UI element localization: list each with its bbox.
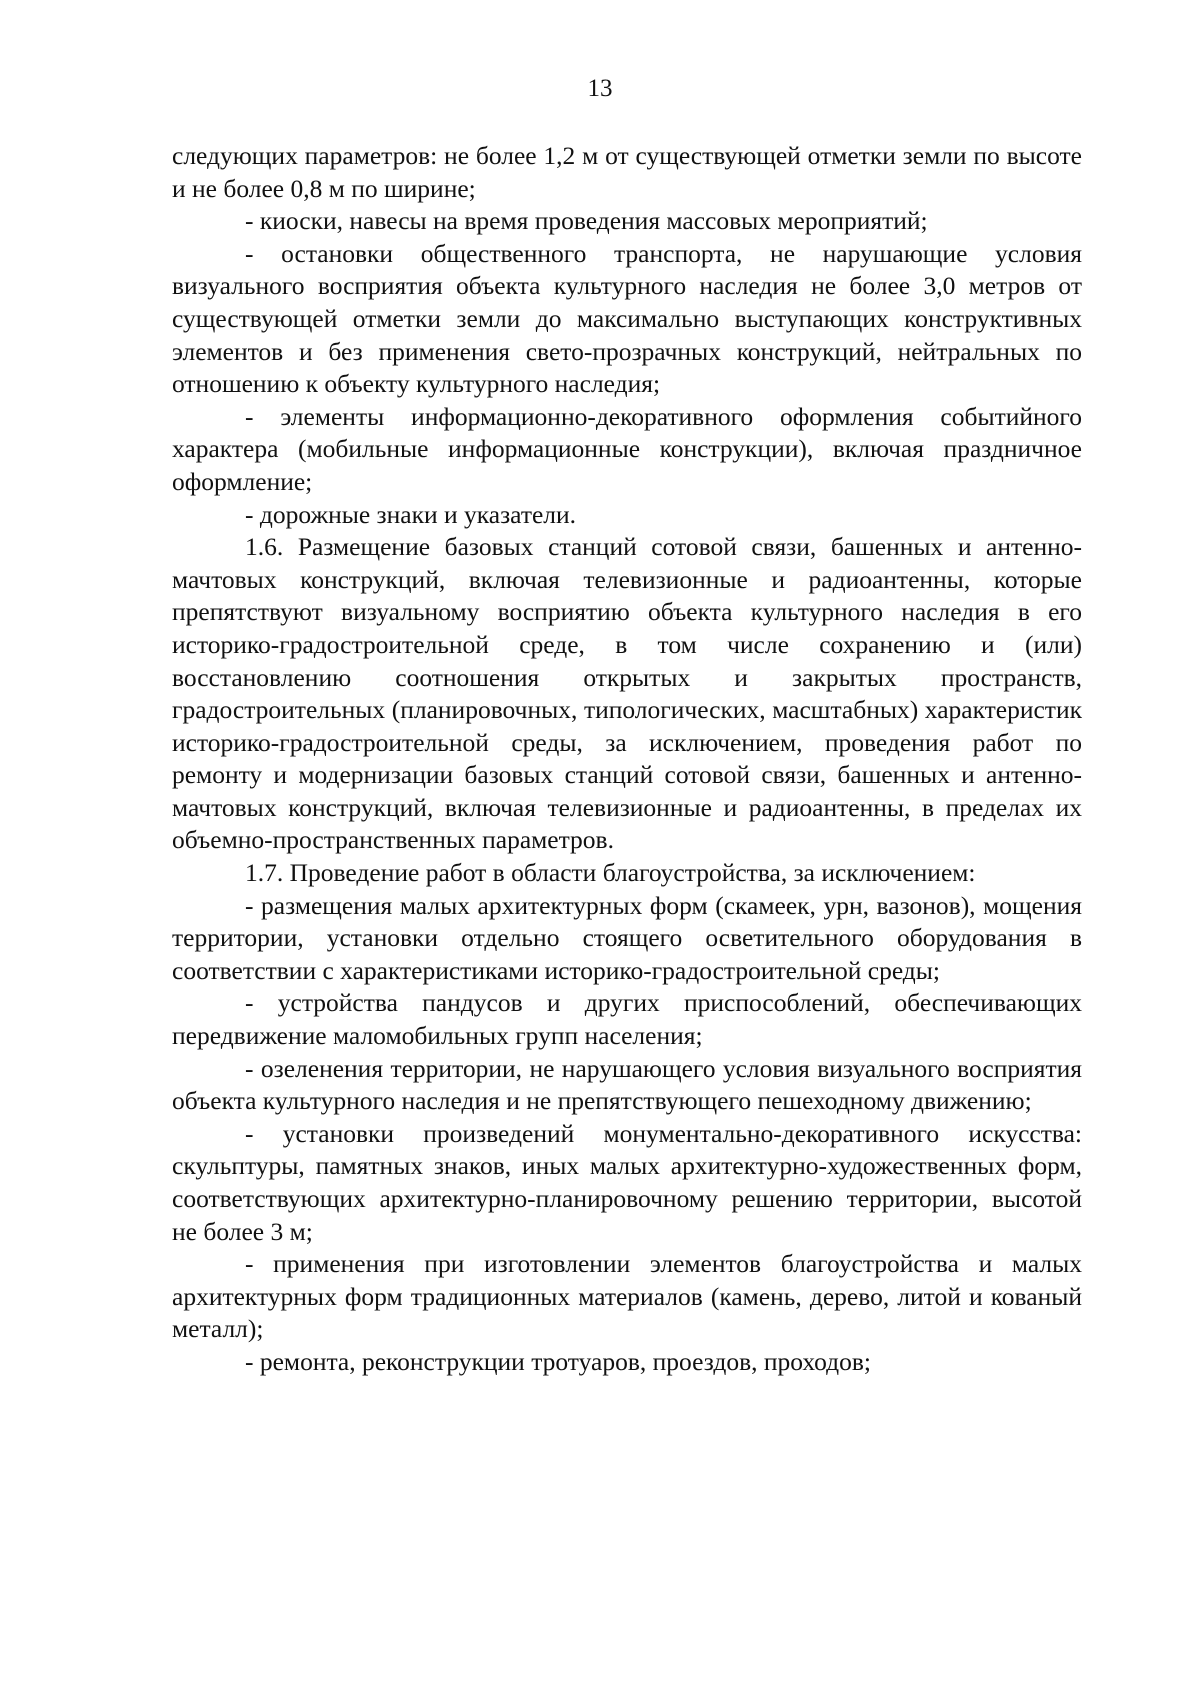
paragraph-transport-stops: - остановки общественного транспорта, не нарушающие условия визуального восприятия объекта культурного наследия не более 3,0 метров от существующей отметки земли до максимально выступающих конструктивных элементов и без применения свето-прозрачных конструкций, нейтральных по отношению к объекту культурного наследия;: [172, 238, 1082, 399]
paragraph-section-1-7: 1.7. Проведение работ в области благоустройства, за исключением:: [245, 858, 976, 888]
paragraph-info-decor-elements: - элементы информационно-декоративного оформления событийного характера (мобильные информационные конструкции), включая праздничное оформление;: [172, 401, 1082, 496]
paragraph-greening: - озеленения территории, не нарушающего условия визуального восприятия объекта культурного наследия и не препятствующего пешеходному движению;: [172, 1053, 1082, 1116]
paragraph-small-forms: - размещения малых архитектурных форм (скамеек, урн, вазонов), мощения территории, установки отдельно стоящего осветительного оборудования в соответствии с характеристиками историко-градостроительной среды;: [172, 890, 1082, 985]
paragraph-traditional-materials: - применения при изготовлении элементов благоустройства и малых архитектурных форм традиционных материалов (камень, дерево, литой и кованый металл);: [172, 1249, 1082, 1344]
paragraph-monumental-art: - установки произведений монументально-декоративного искусства: скульптуры, памятных знаков, иных малых архитектурно-художественных форм, соответствующих архитектурно-планировочному решению территории, высотой не более 3 м;: [172, 1118, 1082, 1246]
paragraph-sidewalk-repair: - ремонта, реконструкции тротуаров, проездов, проходов;: [245, 1346, 872, 1376]
page-number: 13: [587, 75, 613, 102]
paragraph-parameters-continuation: следующих параметров: не более 1,2 м от существующей отметки земли по высоте и не более 0,8 м по ширине;: [172, 141, 1082, 203]
paragraph-section-1-6: 1.6. Размещение базовых станций сотовой связи, башенных и антенно-мачтовых конструкций, включая телевизионные и радиоантенны, которые препятствуют визуальному восприятию объекта культурного наследия в его историко-градостроительной среде, в том числе сохранению и (или) восстановлению соотношения открытых и закрытых пространств, градостроительных (планировочных, типологических, масштабных) характеристик историко-градостроительной среды, за исключением, проведения работ по ремонту и модернизации базовых станций сотовой связи, башенных и антенно-мачтовых конструкций, включая телевизионные и радиоантенны, в пределах их объемно-пространственных параметров.: [172, 532, 1082, 855]
paragraph-kiosks: - киоски, навесы на время проведения массовых мероприятий;: [245, 206, 928, 236]
document-body: [172, 140, 1082, 1379]
paragraph-ramps: - устройства пандусов и других приспособлений, обеспечивающих передвижение маломобильных групп населения;: [172, 988, 1082, 1051]
paragraph-road-signs: - дорожные знаки и указатели.: [245, 499, 577, 529]
